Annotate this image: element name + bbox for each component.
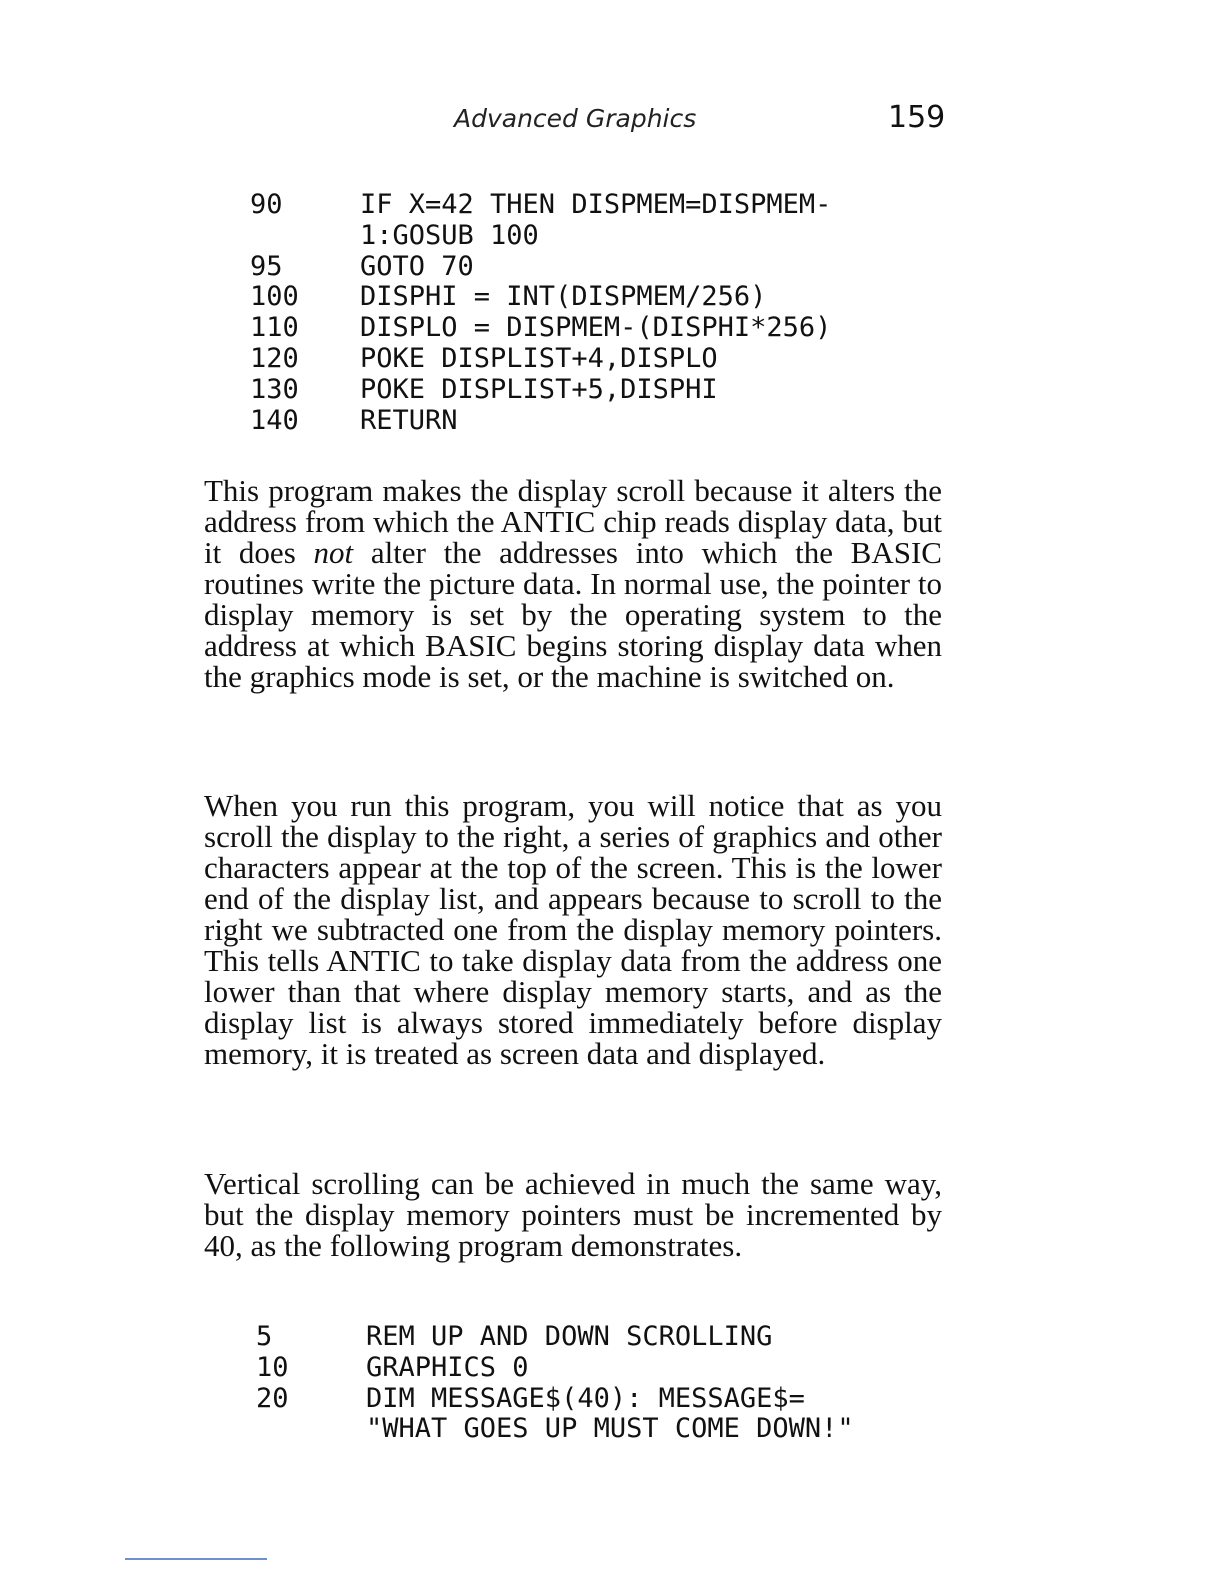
code-line bbox=[250, 344, 831, 375]
code-line bbox=[256, 1384, 854, 1415]
code-line bbox=[250, 375, 831, 406]
body-paragraph-2: When you run this program, you will notice that as you scroll the display to the right, a series of graphics and other characters appear at the top of the screen. This is the lower end of the display list, and appears because to scroll to the right we subtracted one from the display memory pointers. This tells ANTIC to take display data from the address one lower than that where display memory starts, and as the display list is always stored immediately before display memory, it is treated as screen data and displayed. bbox=[204, 788, 942, 1071]
line-number: 90 bbox=[250, 189, 283, 220]
statement: POKE DISPLIST+5,DISPHI bbox=[360, 373, 718, 405]
line-number: 140 bbox=[250, 404, 299, 436]
code-line bbox=[250, 282, 831, 313]
statement: IF X=42 THEN DISPMEM=DISPMEM- bbox=[360, 189, 832, 220]
body-paragraph-1 bbox=[204, 475, 942, 692]
paragraph-text-before: This program makes the display scroll because it alters the address from which the ANTIC chip reads display data, but it does bbox=[204, 473, 942, 570]
basic-listing-1 bbox=[250, 190, 831, 436]
line-number: 120 bbox=[250, 342, 299, 374]
code-line-continuation: "WHAT GOES UP MUST COME DOWN!" bbox=[366, 1413, 854, 1445]
code-line bbox=[256, 1353, 854, 1384]
emphasis-text: not bbox=[313, 535, 354, 570]
footer-rule bbox=[125, 1558, 267, 1560]
line-number: 100 bbox=[250, 281, 299, 313]
line-number: 20 bbox=[256, 1382, 289, 1414]
code-line bbox=[250, 190, 831, 221]
line-number: 10 bbox=[256, 1351, 289, 1383]
statement: RETURN bbox=[360, 404, 458, 436]
paragraph-text-after: alter the addresses into which the BASIC routines write the picture data. In normal use, the pointer to display memory is set by the operating system to the address at which BASIC begins storing display data when the graphics mode is set, or the machine is switched on. bbox=[204, 535, 942, 694]
statement: DIM MESSAGE$(40): MESSAGE$= bbox=[366, 1382, 805, 1414]
line-number: 110 bbox=[250, 312, 299, 344]
code-line bbox=[256, 1322, 854, 1353]
running-header-title: Advanced Graphics bbox=[454, 104, 697, 133]
line-number: 95 bbox=[250, 250, 283, 282]
page-number: 159 bbox=[888, 100, 946, 135]
statement: DISPHI = INT(DISPMEM/256) bbox=[360, 281, 767, 313]
line-number: 5 bbox=[256, 1321, 273, 1352]
basic-listing-2 bbox=[256, 1322, 854, 1445]
statement: POKE DISPLIST+4,DISPLO bbox=[360, 342, 718, 374]
code-line-continuation: 1:GOSUB 100 bbox=[360, 219, 539, 251]
code-line bbox=[250, 313, 831, 344]
statement: REM UP AND DOWN SCROLLING bbox=[366, 1321, 773, 1352]
code-line bbox=[250, 406, 831, 437]
statement: DISPLO = DISPMEM-(DISPHI*256) bbox=[360, 312, 832, 344]
line-number: 130 bbox=[250, 373, 299, 405]
statement: GOTO 70 bbox=[360, 250, 474, 282]
body-paragraph-3: Vertical scrolling can be achieved in much the same way, but the display memory pointers must be incremented by 40, as the following program demonstrates. bbox=[204, 1166, 942, 1263]
code-line bbox=[250, 252, 831, 283]
statement: GRAPHICS 0 bbox=[366, 1351, 529, 1383]
